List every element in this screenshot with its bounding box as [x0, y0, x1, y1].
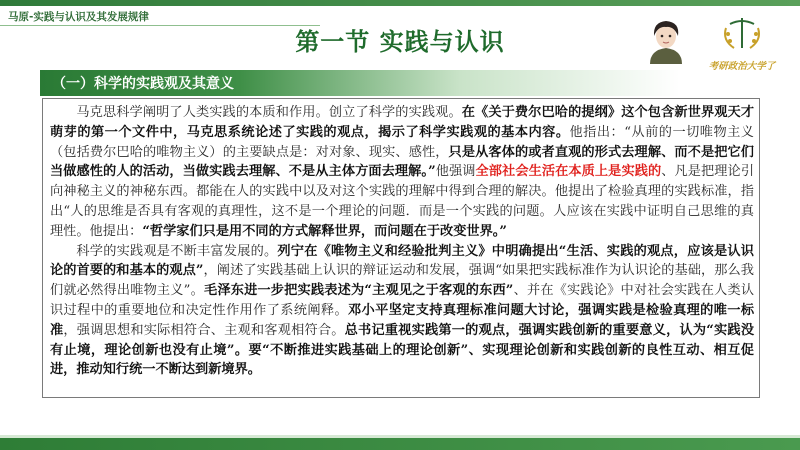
emphasis-text: “哲学家们只是用不同的方式解释世界，而问题在于改变世界。” [142, 223, 507, 239]
body-text [50, 103, 754, 380]
paragraph-text: 、并在《实践论》中对社会实践在人类认识过程中的重要地位和决定性作用作了系统阐释。 [50, 283, 755, 318]
emphasis-text: 邓小平坚定支持真理标准问题大讨论，强调实践是检验真理的唯一标准 [50, 302, 754, 338]
bottom-accent-band [0, 438, 800, 450]
paragraph [50, 242, 754, 381]
top-accent-band [0, 0, 800, 6]
paragraph-text: ，强调思想和实际相符合、主观和客观相符合。 [63, 322, 345, 338]
emphasis-text: 毛泽东进一步把实践表述为“主观见之于客观的东西” [203, 283, 514, 299]
brand-logo [700, 14, 784, 72]
paragraph-text: 科学的实践观是不断丰富发展的。 [76, 243, 278, 259]
paragraph-text: 、凡是把理论引向神秘主义的神秘东西。都能在人的实践中以及对这个实践的理解中得到合理的解决。他提出了检验真理的实践标准，指出“人的思维是否具有客观的真理性，这不是一个理论的问题．而是一个实践的问题。人应该在实践中证明自己思维的真理性。他提出： [50, 164, 755, 239]
paragraph-text: ，阐述了实践基础上认识的辩证运动和发展，强调“如果把实践标准作为认识论的基础，那么我们就必然得出唯物主义”。 [50, 263, 754, 299]
emphasis-text: 列宁在《唯物主义和经验批判主义》中明确提出“生活、实践的观点，应该是认识论的首要的和基本的观点” [50, 243, 754, 279]
logo-text: 考研政治大学了 [708, 61, 776, 72]
breadcrumb: 马原-实践与认识及其发展规律 [8, 11, 149, 23]
emphasis-text: 总书记重视实践第一的观点，强调实践创新的重要意义，认为“实践没有止境，理论创新也没有止境”。要“不断推进实践基础上的理论创新”、实现理论创新和实践创新的良性互动、相互促进，推动知行统一不断达到新境界。 [50, 322, 755, 378]
emphasis-text: 在《关于费尔巴哈的提纲》这个包含新世界观天才萌芽的第一个文件中，马克思系统论述了实践的观点，揭示了科学实践观的基本内容。 [50, 105, 755, 140]
section-heading: （一）科学的实践观及其意义 [52, 76, 234, 92]
paragraph-text: 他强调 [435, 164, 476, 180]
page-title: 第一节 实践与认识 [295, 27, 505, 56]
paragraph-text: 马克思科学阐明了人类实践的本质和作用。创立了科学的实践观。 [76, 105, 462, 120]
teacher-avatar-icon [640, 14, 692, 66]
laurel-emblem-icon [700, 14, 784, 54]
highlight-text: 全部社会生活在本质上是实践的 [475, 164, 662, 180]
paragraph-text: 他指出：“从前的一切唯物主义（包括费尔巴哈的唯物主义）的主要缺点是：对对象、现实、感性， [50, 124, 754, 160]
paragraph [50, 103, 754, 242]
emphasis-text: 只是从客体的或者直观的形式去理解、而不是把它们当做感性的人的活动，当做实践去理解、不是从主体方面去理解。” [50, 144, 754, 180]
